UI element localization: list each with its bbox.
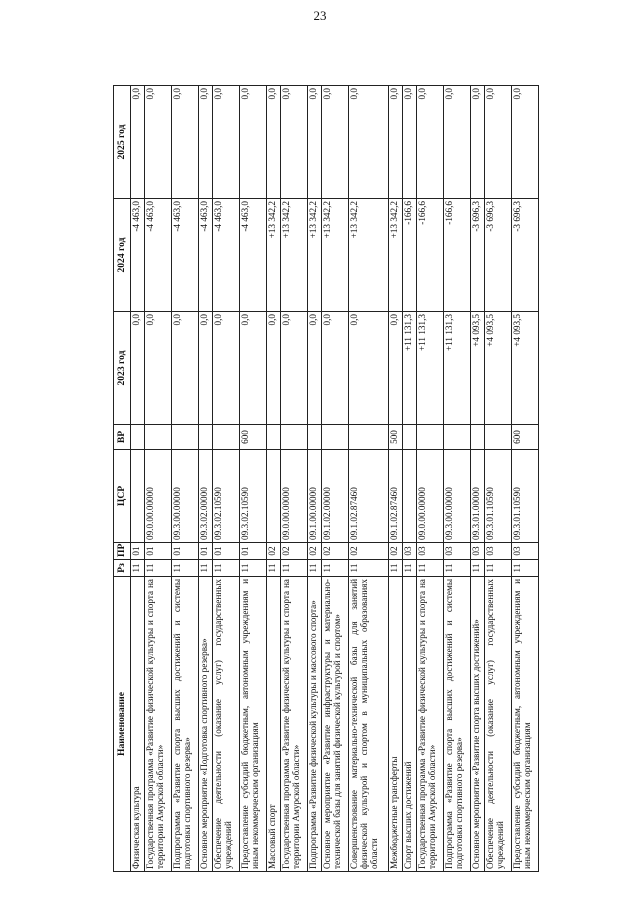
row-csr: 09.3.00.00000 [172, 450, 199, 543]
row-csr: 09.0.00.00000 [281, 450, 308, 543]
row-2024: -4 463,0 [172, 199, 199, 312]
table-row [511, 86, 538, 872]
row-pr: 02 [322, 543, 349, 560]
row-name: Подпрограмма «Развитие спорта высших достижений и системы подготовки спортивного резерва» [172, 577, 199, 872]
row-rz: 11 [266, 560, 280, 577]
rotated-table-wrapper [113, 86, 539, 872]
row-2025: 0,0 [484, 86, 511, 199]
row-pr: 02 [388, 543, 402, 560]
row-2025: 0,0 [307, 86, 321, 199]
row-2025: 0,0 [416, 86, 443, 199]
row-name: Межбюджетные трансферты [388, 577, 402, 872]
row-vr [145, 425, 172, 450]
row-vr: 500 [388, 425, 402, 450]
table-row [322, 86, 349, 872]
budget-table [113, 85, 539, 872]
row-rz: 11 [349, 560, 389, 577]
table-row [281, 86, 308, 872]
header-pr: ПР [114, 543, 131, 560]
row-rz: 11 [172, 560, 199, 577]
row-2024: +13 342,2 [388, 199, 402, 312]
table-row [145, 86, 172, 872]
row-2024: +13 342,2 [322, 199, 349, 312]
row-pr: 01 [198, 543, 212, 560]
row-2023: 0,0 [145, 312, 172, 425]
row-vr [307, 425, 321, 450]
row-2025: 0,0 [172, 86, 199, 199]
row-rz: 11 [213, 560, 240, 577]
row-pr: 02 [266, 543, 280, 560]
row-2023: 0,0 [322, 312, 349, 425]
row-2025: 0,0 [511, 86, 538, 199]
row-2023: +11 131,3 [443, 312, 470, 425]
row-pr: 01 [213, 543, 240, 560]
row-vr [470, 425, 484, 450]
row-2023: 0,0 [198, 312, 212, 425]
row-csr [266, 450, 280, 543]
row-pr: 02 [349, 543, 389, 560]
row-rz: 11 [322, 560, 349, 577]
header-vr: ВР [114, 425, 131, 450]
header-2024: 2024 год [114, 199, 131, 312]
row-rz: 11 [470, 560, 484, 577]
table-row [402, 86, 416, 872]
row-pr: 03 [470, 543, 484, 560]
table-row [198, 86, 212, 872]
row-2024: +13 342,2 [349, 199, 389, 312]
row-name: Основное мероприятие «Развитие спорта высших достижений» [470, 577, 484, 872]
row-name: Предоставление субсидий бюджетным, автономным учреждениям и иным некоммерческим организациям [240, 577, 267, 872]
row-vr [402, 425, 416, 450]
row-name: Государственная программа «Развитие физической культуры и спорта на территории Амурской области» [281, 577, 308, 872]
row-pr: 02 [281, 543, 308, 560]
row-2025: 0,0 [131, 86, 145, 199]
row-csr: 09.1.02.87460 [349, 450, 389, 543]
table-row [172, 86, 199, 872]
header-name: Наименование [114, 577, 131, 872]
row-2024: -4 463,0 [240, 199, 267, 312]
row-vr [172, 425, 199, 450]
row-2023: +4 093,5 [484, 312, 511, 425]
row-2025: 0,0 [349, 86, 389, 199]
row-name: Массовый спорт [266, 577, 280, 872]
row-rz: 11 [145, 560, 172, 577]
row-csr: 09.3.00.00000 [443, 450, 470, 543]
row-rz: 11 [511, 560, 538, 577]
row-2024: +13 342,2 [307, 199, 321, 312]
row-2023: +4 093,5 [511, 312, 538, 425]
row-pr: 03 [416, 543, 443, 560]
row-csr: 09.3.01.00000 [470, 450, 484, 543]
row-2025: 0,0 [198, 86, 212, 199]
row-pr: 02 [307, 543, 321, 560]
header-rz: Рз [114, 560, 131, 577]
row-2024: -166,6 [416, 199, 443, 312]
row-2024: +13 342,2 [281, 199, 308, 312]
row-rz: 11 [484, 560, 511, 577]
table-row [484, 86, 511, 872]
row-name: Обеспечение деятельности (оказание услуг) государственных учреждений [484, 577, 511, 872]
row-2023: 0,0 [349, 312, 389, 425]
row-2024: -166,6 [443, 199, 470, 312]
row-name: Основное мероприятие «Подготовка спортивного резерва» [198, 577, 212, 872]
row-2024: -166,6 [402, 199, 416, 312]
row-rz: 11 [307, 560, 321, 577]
row-2023: +11 131,3 [402, 312, 416, 425]
row-name: Спорт высших достижений [402, 577, 416, 872]
row-2023: 0,0 [266, 312, 280, 425]
row-csr: 09.3.01.10590 [511, 450, 538, 543]
header-2023: 2023 год [114, 312, 131, 425]
row-pr: 01 [145, 543, 172, 560]
row-vr [266, 425, 280, 450]
row-name: Основное мероприятие «Развитие инфраструктуры и материально-технической базы для занятий физической культурой и спортом» [322, 577, 349, 872]
table-row [349, 86, 389, 872]
row-name: Физическая культура [131, 577, 145, 872]
row-2024: -3 696,3 [511, 199, 538, 312]
table-row [416, 86, 443, 872]
row-2023: +11 131,3 [416, 312, 443, 425]
page-number: 23 [313, 8, 327, 23]
row-pr: 03 [443, 543, 470, 560]
table-row [388, 86, 402, 872]
row-vr [213, 425, 240, 450]
row-name: Государственная программа «Развитие физической культуры и спорта на территории Амурской области» [145, 577, 172, 872]
table-header [114, 86, 131, 872]
row-name: Обеспечение деятельности (оказание услуг) государственных учреждений [213, 577, 240, 872]
row-vr [443, 425, 470, 450]
row-name: Совершенствование материально-технической базы для занятий физической культурой и спортом в муниципальных образованиях области [349, 577, 389, 872]
row-2025: 0,0 [213, 86, 240, 199]
row-csr: 09.3.01.10590 [484, 450, 511, 543]
header-csr: ЦСР [114, 450, 131, 543]
row-rz: 11 [240, 560, 267, 577]
table-row [470, 86, 484, 872]
row-2025: 0,0 [322, 86, 349, 199]
table-row [307, 86, 321, 872]
row-csr [402, 450, 416, 543]
row-2025: 0,0 [240, 86, 267, 199]
row-2023: 0,0 [281, 312, 308, 425]
row-rz: 11 [416, 560, 443, 577]
table-row [443, 86, 470, 872]
row-2023: 0,0 [131, 312, 145, 425]
row-vr [484, 425, 511, 450]
row-csr: 09.0.00.00000 [416, 450, 443, 543]
row-csr [131, 450, 145, 543]
row-2025: 0,0 [388, 86, 402, 199]
row-csr: 09.0.00.00000 [145, 450, 172, 543]
row-csr: 09.3.02.10590 [213, 450, 240, 543]
table-body [131, 86, 539, 872]
row-rz: 11 [443, 560, 470, 577]
row-2024: -4 463,0 [145, 199, 172, 312]
table-row [240, 86, 267, 872]
table-row [131, 86, 145, 872]
table-row [213, 86, 240, 872]
row-2023: 0,0 [172, 312, 199, 425]
row-2025: 0,0 [281, 86, 308, 199]
row-rz: 11 [198, 560, 212, 577]
row-2025: 0,0 [470, 86, 484, 199]
row-2023: +4 093,5 [470, 312, 484, 425]
row-2025: 0,0 [402, 86, 416, 199]
row-2025: 0,0 [443, 86, 470, 199]
row-vr [131, 425, 145, 450]
row-pr: 01 [131, 543, 145, 560]
row-rz: 11 [402, 560, 416, 577]
row-vr: 600 [240, 425, 267, 450]
row-2024: -4 463,0 [213, 199, 240, 312]
row-vr [322, 425, 349, 450]
row-pr: 01 [240, 543, 267, 560]
row-name: Подпрограмма «Развитие физической культуры и массового спорта» [307, 577, 321, 872]
row-pr: 01 [172, 543, 199, 560]
row-2025: 0,0 [145, 86, 172, 199]
row-pr: 03 [511, 543, 538, 560]
row-vr [349, 425, 389, 450]
row-name: Подпрограмма «Развитие спорта высших достижений и системы подготовки спортивного резерва» [443, 577, 470, 872]
row-rz: 11 [388, 560, 402, 577]
row-csr: 09.1.00.00000 [307, 450, 321, 543]
row-csr: 09.3.02.00000 [198, 450, 212, 543]
row-2024: -3 696,3 [470, 199, 484, 312]
row-2024: -4 463,0 [131, 199, 145, 312]
row-vr [281, 425, 308, 450]
row-2024: -3 696,3 [484, 199, 511, 312]
row-rz: 11 [281, 560, 308, 577]
row-csr: 09.3.02.10590 [240, 450, 267, 543]
row-2023: 0,0 [307, 312, 321, 425]
row-2023: 0,0 [213, 312, 240, 425]
row-2025: 0,0 [266, 86, 280, 199]
row-2024: -4 463,0 [198, 199, 212, 312]
row-2023: 0,0 [240, 312, 267, 425]
row-rz: 11 [131, 560, 145, 577]
header-2025: 2025 год [114, 86, 131, 199]
row-2023: 0,0 [388, 312, 402, 425]
table-row [266, 86, 280, 872]
row-2024: +13 342,2 [266, 199, 280, 312]
row-vr: 600 [511, 425, 538, 450]
row-name: Государственная программа «Развитие физической культуры и спорта на территории Амурской области» [416, 577, 443, 872]
row-vr [416, 425, 443, 450]
row-pr: 03 [402, 543, 416, 560]
row-csr: 09.1.02.00000 [322, 450, 349, 543]
row-csr: 09.1.02.87460 [388, 450, 402, 543]
row-vr [198, 425, 212, 450]
row-pr: 03 [484, 543, 511, 560]
row-name: Предоставление субсидий бюджетным, автономным учреждениям и иным некоммерческим организациям [511, 577, 538, 872]
